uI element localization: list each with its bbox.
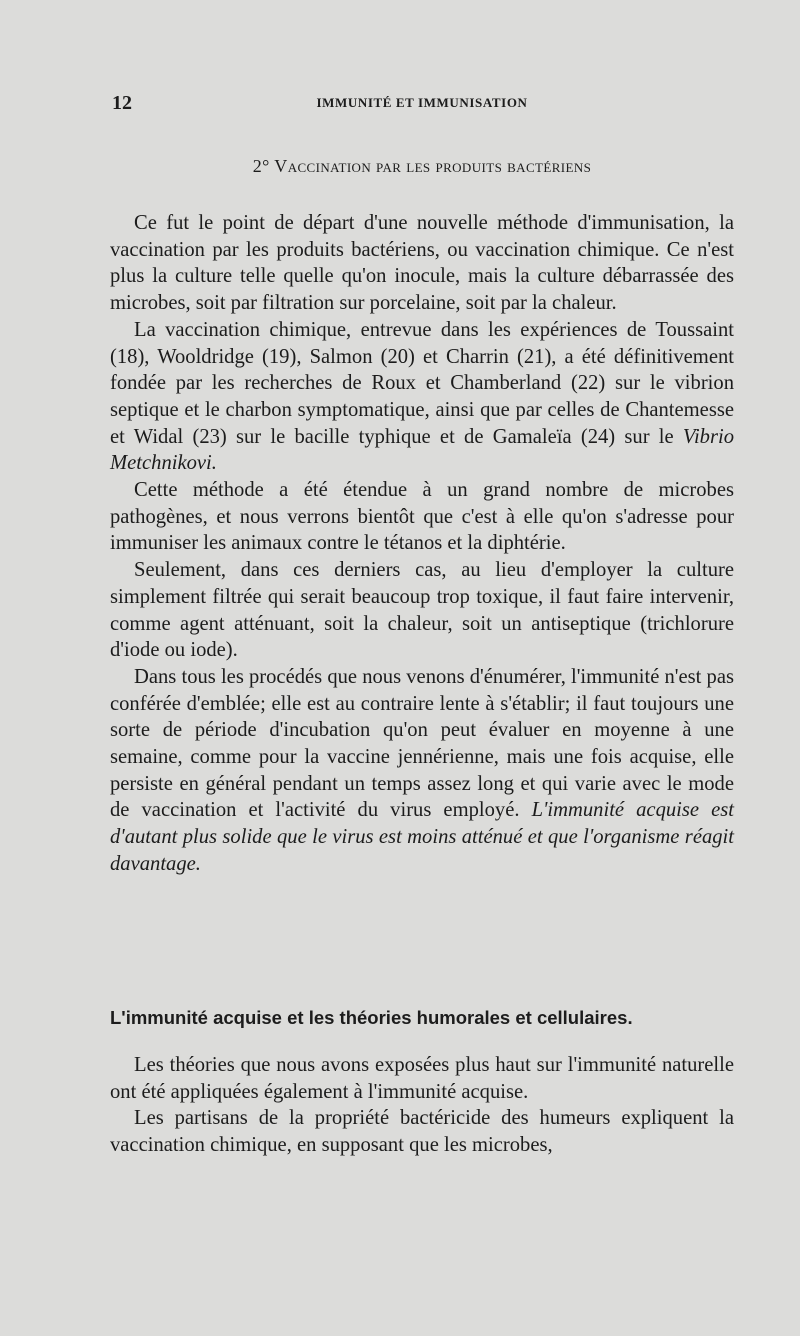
paragraph-2: La vaccination chimique, entrevue dans les expériences de Toussaint (18), Wooldridge (19), Salmon (20) et Charrin (21), a été définitivement fondée par les recherches de Roux et Chamberland (22) sur le vibrion septique et le charbon symptomatique, ainsi que par celles de Chantemesse et Widal (23) sur le bacille typhique et de Gamaleïa (24) sur le Vibrio Metchnikovi. [110,318,734,475]
paragraph-3: Cette méthode a été étendue à un grand nombre de microbes pathogènes, et nous verrons bientôt que c'est à elle qu'on s'adresse pour immuniser les animaux contre le tétanos et la diphtérie. [110,479,734,555]
paragraph-1: Ce fut le point de départ d'une nouvelle méthode d'immunisation, la vaccination par les produits bactériens, ou vaccination chimique. Ce n'est plus la culture telle quelle qu'on inocule, mais la culture débarrassée des microbes, soit par filtration sur porcelaine, soit par la chaleur. [110,212,734,315]
paragraph-7: Les partisans de la propriété bactéricide des humeurs expliquent la vaccination chimique, en supposant que les microbes, [110,1107,734,1157]
species-name-italic: Vibrio Metchnikovi. [110,425,734,475]
paragraph-6: Les théories que nous avons exposées plus haut sur l'immunité naturelle ont été appliquées également à l'immunité acquise. [110,1054,734,1103]
conclusion-italic: L'immunité acquise est d'autant plus solide que le virus est moins atténué et que l'organisme réagit davantage. [110,799,734,875]
running-title: IMMUNITÉ ET IMMUNISATION [316,95,528,110]
subheading: L'immunité acquise et les théories humorales et cellulaires. [110,1007,633,1028]
section-title: 2° Vaccination par les produits bactériens [252,156,592,176]
paragraph-5: Dans tous les procédés que nous venons d'énumérer, l'immunité n'est pas conférée d'emblée; elle est au contraire lente à s'établir; il faut toujours une sorte de période d'incubation qu'on peut évaluer en moyenne à une semaine, comme pour la vaccine jennérienne, mais une fois acquise, elle persiste en général pendant un temps assez long et qui varie avec le mode de vaccination et l'activité du virus employé. L'immunité acquise est d'autant plus solide que le virus est moins atténué et que l'organisme réagit davantage. [110,665,734,875]
section-body [110,210,734,878]
page-header [112,92,732,114]
page-number: 12 [112,92,132,114]
subsection-body [110,1052,734,1159]
paragraph-4: Seulement, dans ces derniers cas, au lieu d'employer la culture simplement filtrée qui serait beaucoup trop toxique, il faut faire intervenir, comme agent atténuant, soit la chaleur, soit un antiseptique (trichlorure d'iode ou iode). [110,559,734,662]
